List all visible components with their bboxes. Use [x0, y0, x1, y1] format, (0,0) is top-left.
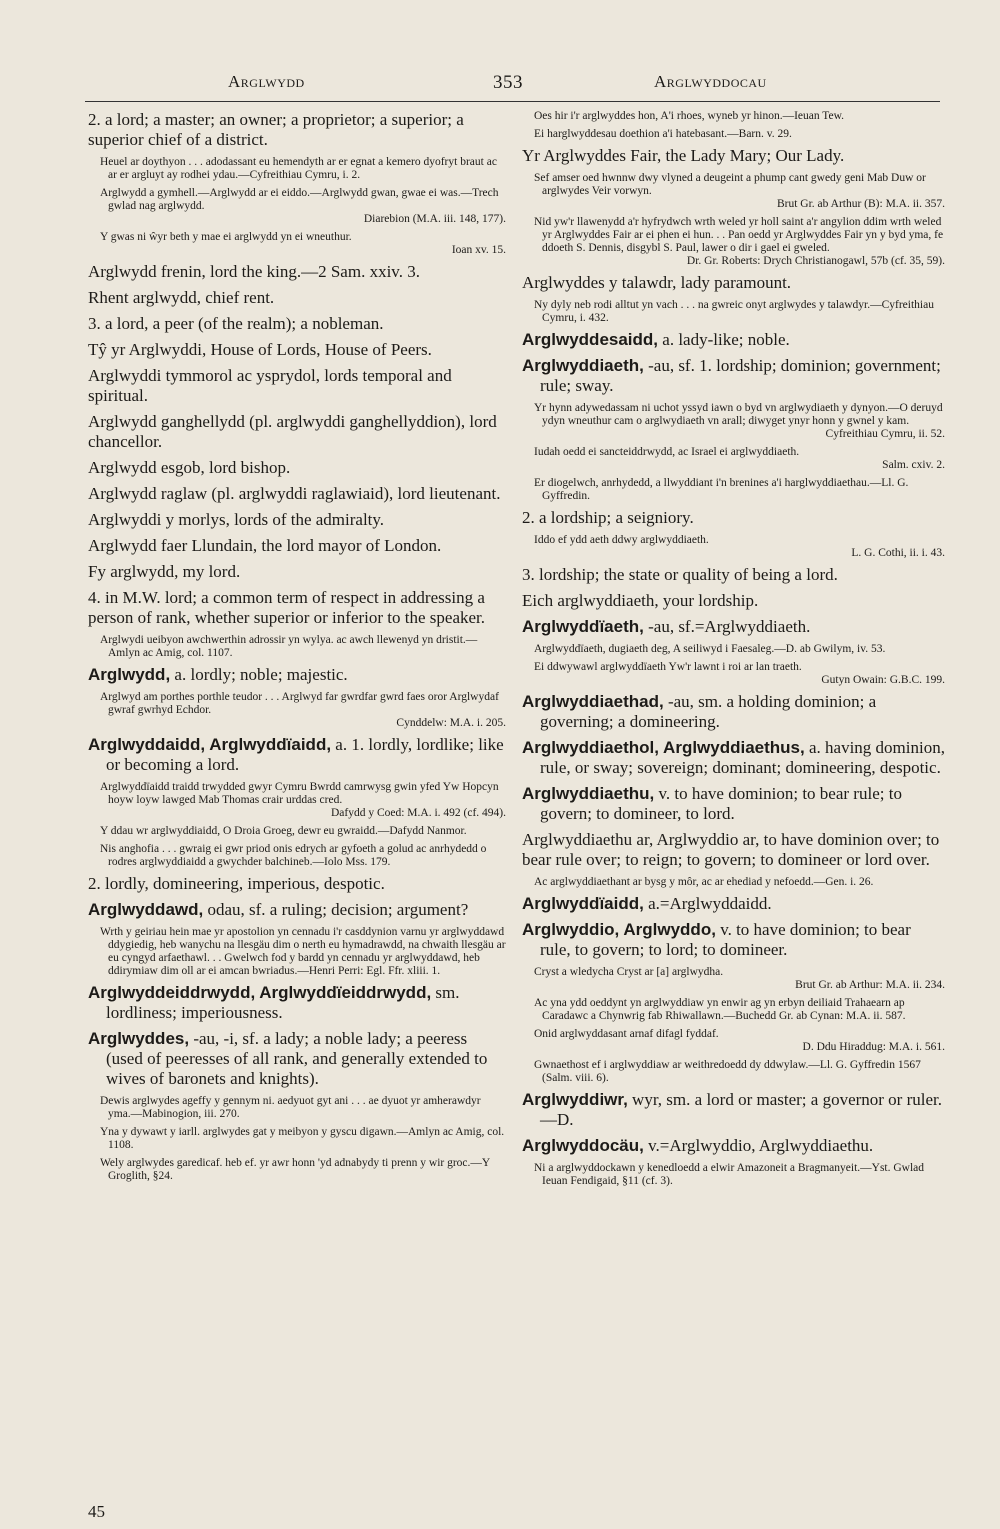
quotation-text: Arglwyd am porthes porthle teudor . . . Arglwyd far gwrdfar gwrd faes oror Arglwydaf gwraf gwrhyd Echdor.	[100, 691, 499, 716]
headword: Arglwyddiaethol, Arglwyddiaethus,	[522, 738, 805, 757]
definition: v. to have dominion; to bear rule; to govern; to domineer, to lord.	[540, 784, 902, 823]
definition: a. lordly; noble; majestic.	[170, 665, 348, 684]
quotation	[88, 691, 506, 730]
right-column	[522, 110, 945, 1193]
quotation-reference: Ioan xv. 15.	[451, 244, 506, 256]
sense-definition: Arglwyddiaethu ar, Arglwyddio ar, to have dominion over; to bear rule over; to reign; to govern; to domineer or lord over.	[522, 830, 940, 869]
sense-definition: 2. lordly, domineering, imperious, despotic.	[88, 874, 385, 893]
headword-entry	[522, 738, 945, 778]
headword: Arglwyddiaethad,	[522, 692, 664, 711]
quotation-reference: Dafydd y Coed: M.A. i. 492 (cf. 494).	[330, 807, 506, 819]
sense-definition: 3. lordship; the state or quality of being a lord.	[522, 565, 838, 584]
quotation-text: Yr hynn adywedassam ni uchot yssyd iawn o byd vn arglwydiaeth y dynyon.—O deruyd ydyn wneuthur cam o arglwydiaeth vn arall; diwyget ynyr honn y gwnel y kam.	[534, 402, 943, 427]
definition: wyr, sm. a lord or master; a governor or ruler.—D.	[540, 1090, 942, 1129]
quotation-text: Ny dyly neb rodi alltut yn vach . . . na gwreic onyt arglwydes y talawdyr.—Cyfreithiau Cymru, i. 432.	[534, 299, 934, 324]
headword-entry	[88, 665, 506, 685]
sense-definition: Arglwyddi tymmorol ac ysprydol, lords temporal and spiritual.	[88, 366, 452, 405]
quotation	[88, 156, 506, 182]
headword: Arglwyddeiddrwydd, Arglwyddïeiddrwydd,	[88, 983, 432, 1002]
sense-definition: 4. in M.W. lord; a common term of respect in addressing a person of rank, whether superior or inferior to the speaker.	[88, 588, 486, 627]
headword-entry	[88, 983, 506, 1023]
left-column	[88, 110, 506, 1188]
quotation	[88, 926, 506, 978]
quotation	[522, 534, 945, 560]
quotation-text: Oes hir i'r arglwyddes hon, A'i rhoes, wyneb yr hinon.—Ieuan Tew.	[534, 110, 845, 122]
quotation-text: Er diogelwch, anrhydedd, a llwyddiant i'n brenines a'i harglwyddiaethau.—Ll. G. Gyffredin.	[534, 477, 909, 502]
definition: sm. lordliness; imperiousness.	[106, 983, 460, 1022]
headword-entry	[522, 330, 945, 350]
quotation	[522, 876, 945, 889]
headword-entry	[522, 617, 945, 637]
quotation	[88, 187, 506, 226]
headword: Arglwyddio, Arglwyddo,	[522, 920, 716, 939]
quotation-text: Arglwyddïaeth, dugiaeth deg, A seiliwyd i Faesaleg.—D. ab Gwilym, iv. 53.	[534, 643, 886, 655]
headword-entry	[522, 692, 945, 732]
signature-mark: 45	[88, 1502, 105, 1521]
quotation-text: Ni a arglwyddockawn y kenedloedd a elwir Amazoneit a Bragmanyeit.—Yst. Gwlad Ieuan Fendigaid, §11 (cf. 3).	[534, 1162, 925, 1187]
page-number: 353	[493, 72, 523, 93]
sense-definition: Rhent arglwydd, chief rent.	[88, 288, 275, 307]
quotation	[522, 299, 945, 325]
quotation-text: Nis anghofia . . . gwraig ei gwr priod onis edrych ar gyfoeth a golud ac anrhydedd o rodres arglwyddiaidd a gwychder balchineb.—Iolo Mss. 179.	[100, 843, 487, 868]
quotation-reference: Cyfreithiau Cymru, ii. 52.	[825, 428, 945, 440]
sense-definition: Fy arglwydd, my lord.	[88, 562, 241, 581]
headword-entry	[88, 1029, 506, 1089]
quotation	[522, 997, 945, 1023]
quotation	[522, 966, 945, 992]
headword: Arglwyddawd,	[88, 900, 204, 919]
quotation	[522, 216, 945, 268]
headword: Arglwyddiaeth,	[522, 356, 644, 375]
quotation-text: Ei harglwyddesau doethion a'i hatebasant.—Barn. v. 29.	[534, 128, 792, 140]
sense-definition: 2. a lord; a master; an owner; a proprietor; a superior; a superior chief of a district.	[88, 110, 464, 149]
definition: a.=Arglwyddaidd.	[643, 894, 772, 913]
definition: a. 1. lordly, lordlike; like or becoming a lord.	[106, 735, 504, 774]
headword-entry	[522, 1136, 945, 1156]
headword: Arglwyddocäu,	[522, 1136, 644, 1155]
header-rule	[85, 101, 940, 102]
quotation-text: Arglwydd a gymhell.—Arglwydd ar ei eiddo.—Arglwydd gwan, gwae ei was.—Trech gwlad nag arglwydd.	[100, 187, 499, 212]
quotation	[522, 172, 945, 211]
headword-entry	[522, 894, 945, 914]
quotation-text: Cryst a wledycha Cryst ar [a] arglwydha.	[534, 966, 724, 978]
definition: a. having dominion, rule, or sway; sovereign; dominant; domineering, despotic.	[540, 738, 945, 777]
sense-definition: Tŷ yr Arglwyddi, House of Lords, House of Peers.	[88, 340, 432, 359]
quotation-text: Nid yw'r llawenydd a'r hyfrydwch wrth weled yr holl saint a'r angylion ddim wrth weled yr Arglwyddes Fair ar ei phen ei hun. . . Pan oedd yr Arglwyddes Fair yn y byd yma, fe ddoeth S. Dennis, disgybl S. Paul, lawer o dir i gael ei gweled.	[534, 216, 944, 254]
quotation-text: Wrth y geiriau hein mae yr apostolion yn cennadu i'r casddynion varnu yr arglwyddawd ddygiedig, heb wanychu na llesgäu dim o nerth eu hymadrawdd, na chwaith llesgäu ar eu cyngyd arfaethawl. . . Gwelwch fod y bardd yn cennadu yr arglwyddawd, heb ddirymiaw dim oll ar ei amcan bwriadus.—Henri Perri: Egl. Ffr. xliii. 1.	[100, 926, 506, 977]
quotation	[522, 1059, 945, 1085]
sense-definition: Arglwyddes y talawdr, lady paramount.	[522, 273, 792, 292]
sense-definition: Yr Arglwyddes Fair, the Lady Mary; Our Lady.	[522, 146, 845, 165]
quotation	[88, 634, 506, 660]
headword: Arglwyddïaidd,	[522, 894, 644, 913]
quotation	[522, 477, 945, 503]
quotation-text: Onid arglwyddasant arnaf difagl fyddaf.	[534, 1028, 719, 1040]
quotation-text: Gwnaethost ef i arglwyddiaw ar weithredoedd dy ddwylaw.—Ll. G. Gyffredin 1567 (Salm. viii. 6).	[534, 1059, 921, 1084]
definition: odau, sf. a ruling; decision; argument?	[203, 900, 469, 919]
quotation	[522, 643, 945, 656]
quotation-text: Iudah oedd ei sancteiddrwydd, ac Israel ei arglwyddiaeth.	[534, 446, 800, 458]
quotation	[522, 1028, 945, 1054]
quotation-text: Ac arglwyddiaethant ar bysg y môr, ac ar ehediad y nefoedd.—Gen. i. 26.	[534, 876, 874, 888]
sense-definition: Eich arglwyddiaeth, your lordship.	[522, 591, 759, 610]
quotation	[522, 661, 945, 687]
sense-definition: Arglwydd faer Llundain, the lord mayor of London.	[88, 536, 442, 555]
quotation	[522, 110, 945, 123]
headword: Arglwyddïaeth,	[522, 617, 644, 636]
headword: Arglwyddiwr,	[522, 1090, 628, 1109]
quotation	[522, 128, 945, 141]
definition: -au, sm. a holding dominion; a governing; a domineering.	[540, 692, 877, 731]
quotation-reference: Brut Gr. ab Arthur: M.A. ii. 234.	[795, 979, 945, 991]
quotation-reference: Gutyn Owain: G.B.C. 199.	[821, 674, 945, 686]
quotation	[522, 402, 945, 441]
quotation-text: Arglwyddïaidd traidd trwydded gwyr Cymru Bwrdd camrwysg gwin yfed Yw Hopcyn hoyw loyw lawged Mab Thomas crair urddas cred.	[100, 781, 499, 806]
running-head-left: Arglwydd	[228, 72, 305, 91]
quotation-text: Y gwas ni ŵyr beth y mae ei arglwydd yn ei wneuthur.	[100, 231, 352, 243]
quotation-text: Wely arglwydes garedicaf. heb ef. yr awr honn 'yd adnabydy ti prenn y wir groc.—Y Groglith, §24.	[100, 1157, 490, 1182]
headword-entry	[522, 356, 945, 396]
headword: Arglwydd,	[88, 665, 171, 684]
quotation-reference: Dr. Gr. Roberts: Drych Christianogawl, 57b (cf. 35, 59).	[686, 255, 945, 267]
quotation-text: Yna y dywawt y iarll. arglwydes gat y meibyon y gyscu digawn.—Amlyn ac Amig, col. 1108.	[100, 1126, 505, 1151]
quotation	[88, 1126, 506, 1152]
quotation	[88, 843, 506, 869]
quotation-text: Iddo ef ydd aeth ddwy arglwyddiaeth.	[534, 534, 709, 546]
quotation-text: Sef amser oed hwnnw dwy vlyned a deugeint a phump cant gwedy geni Mab Duw or arglwydes Veir vorwyn.	[534, 172, 926, 197]
sense-definition: Arglwydd frenin, lord the king.—2 Sam. xxiv. 3.	[88, 262, 420, 281]
quotation-text: Y ddau wr arglwyddiaidd, O Droia Groeg, dewr eu gwraidd.—Dafydd Nanmor.	[100, 825, 467, 837]
headword-entry	[522, 1090, 945, 1130]
definition: v. to have dominion; to bear rule, to govern; to lord; to domineer.	[540, 920, 911, 959]
quotation-reference: Diarebion (M.A. iii. 148, 177).	[363, 213, 506, 225]
quotation-text: Ac yna ydd oeddynt yn arglwyddiaw yn enwir ag yn erbyn deiliaid Trahaearn ap Caradawc a Chynwrig fab Rhiwallawn.—Buchedd Gr. ab Cynan: M.A. ii. 587.	[534, 997, 906, 1022]
headword: Arglwyddaidd, Arglwyddïaidd,	[88, 735, 332, 754]
sense-definition: Arglwyddi y morlys, lords of the admiralty.	[88, 510, 385, 529]
quotation	[522, 1162, 945, 1188]
definition: -au, sf. 1. lordship; dominion; government; rule; sway.	[540, 356, 941, 395]
definition: -au, sf.=Arglwyddiaeth.	[643, 617, 811, 636]
sense-definition: Arglwydd raglaw (pl. arglwyddi raglawiaid), lord lieutenant.	[88, 484, 501, 503]
headword: Arglwyddiaethu,	[522, 784, 655, 803]
quotation	[88, 1157, 506, 1183]
headword-entry	[522, 784, 945, 824]
quotation-reference: Brut Gr. ab Arthur (B): M.A. ii. 357.	[776, 198, 945, 210]
quotation-reference: Salm. cxiv. 2.	[882, 459, 945, 471]
definition: -au, -i, sf. a lady; a noble lady; a peeress (used of peeresses of all rank, and generally extended to wives of baronets and knights).	[106, 1029, 488, 1088]
quotation-text: Arglwydi ueibyon awchwerthin adrossir yn wylya. ac awch llewenyd yn dristit.—Amlyn ac Amig, col. 1107.	[100, 634, 478, 659]
quotation	[88, 825, 506, 838]
quotation	[88, 1095, 506, 1121]
quotation-reference: L. G. Cothi, ii. i. 43.	[851, 547, 945, 559]
definition: a. lady-like; noble.	[658, 330, 790, 349]
quotation	[522, 446, 945, 472]
quotation-text: Ei ddwywawl arglwyddïaeth Yw'r lawnt i roi ar lan traeth.	[534, 661, 802, 673]
sense-definition: 2. a lordship; a seigniory.	[522, 508, 694, 527]
quotation-reference: D. Ddu Hiraddug: M.A. i. 561.	[802, 1041, 945, 1053]
sense-definition: Arglwydd ganghellydd (pl. arglwyddi ganghellyddion), lord chancellor.	[88, 412, 497, 451]
quotation	[88, 231, 506, 257]
sense-definition: Arglwydd esgob, lord bishop.	[88, 458, 291, 477]
quotation-reference: Cynddelw: M.A. i. 205.	[396, 717, 506, 729]
sense-definition: 3. a lord, a peer (of the realm); a nobleman.	[88, 314, 384, 333]
definition: v.=Arglwyddio, Arglwyddiaethu.	[643, 1136, 874, 1155]
running-head-right: Arglwyddocau	[654, 72, 767, 91]
headword: Arglwyddesaidd,	[522, 330, 659, 349]
headword-entry	[522, 920, 945, 960]
quotation-text: Heuel ar doythyon . . . adodassant eu hemendyth ar er egnat a kemero dyofryt braut ac ar er argluyt ay rodhei ydau.—Cyfreithiau Cymru, i. 2.	[100, 156, 497, 181]
quotation	[88, 781, 506, 820]
headword-entry	[88, 900, 506, 920]
headword: Arglwyddes,	[88, 1029, 190, 1048]
headword-entry	[88, 735, 506, 775]
quotation-text: Dewis arglwydes ageffy y gennym ni. aedyuot gyt ani . . . ae dyuot yr amherawdyr yma.—Mabinogion, iii. 270.	[100, 1095, 481, 1120]
